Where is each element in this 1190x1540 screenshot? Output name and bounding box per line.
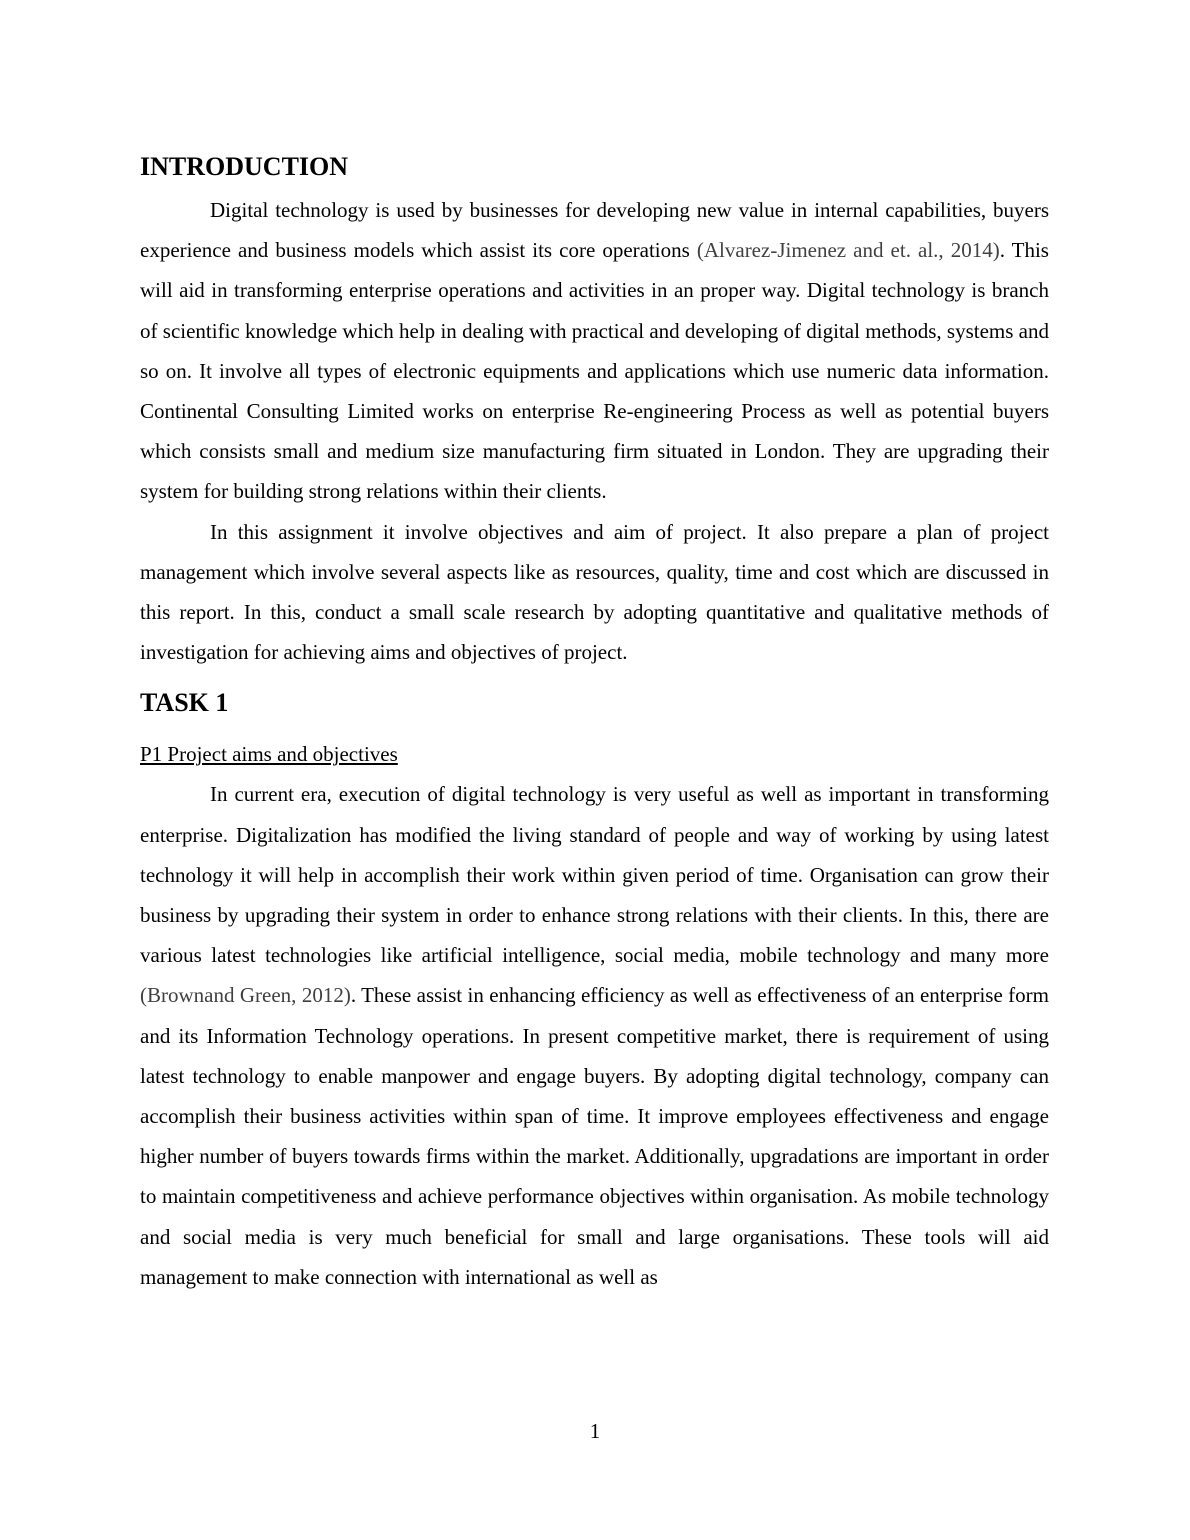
task1-heading: TASK 1	[140, 688, 229, 718]
task1-para1-text-b: . These assist in enhancing efficiency as well as effectiveness of an enterprise form and its Information Technology operations. In present competitive market, there is requirement of using latest technology to enable manpower and engage buyers. By adopting digital technology, company can accomplish their business activities within span of time. It improve employees effectiveness and engage higher number of buyers towards firms within the market. Additionally, upgradations are important in order to maintain competitiveness and achieve performance objectives within organisation. As mobile technology and social media is very much beneficial for small and large organisations. These tools will aid management to make connection with international as well as	[140, 983, 1049, 1289]
task1-para1-text-a: In current era, execution of digital technology is very useful as well as important in transforming enterprise. Digitalization has modified the living standard of people and way of working by using latest technology it will help in accomplish their work within given period of time. Organisation can grow their business by upgrading their system in order to enhance strong relations with their clients. In this, there are various latest technologies like artificial intelligence, social media, mobile technology and many more	[140, 782, 1049, 968]
intro-para1-text-b: . This will aid in transforming enterprise operations and activities in an proper way. Digital technology is branch of scientific knowledge which help in dealing with practical and developing of digital methods, systems and so on. It involve all types of electronic equipments and applications which use numeric data information. Continental Consulting Limited works on enterprise Re-engineering Process as well as potential buyers which consists small and medium size manufacturing firm situated in London. They are upgrading their system for building strong relations within their clients.	[140, 238, 1049, 504]
citation-brown-green: (Brownand Green, 2012)	[140, 983, 351, 1008]
citation-alvarez-jimenez: (Alvarez-Jimenez and et. al., 2014)	[696, 238, 1000, 263]
page-content	[140, 148, 1049, 1297]
introduction-paragraph-2: In this assignment it involve objectives and aim of project. It also prepare a plan of project management which involve several aspects like as resources, quality, time and cost which are discussed in this report. In this, conduct a small scale research by adopting quantitative and qualitative methods of investigation for achieving aims and objectives of project.	[140, 519, 1049, 665]
p1-subheading: P1 Project aims and objectives	[140, 742, 398, 767]
introduction-paragraph-1	[140, 190, 1049, 512]
introduction-heading: INTRODUCTION	[140, 152, 349, 181]
task1-paragraph-1	[140, 774, 1049, 1297]
page-number: 1	[589, 1419, 601, 1443]
intro-para1-text-a: Digital technology is used by businesses for developing new value in internal capabilities, buyers experience and business models which assist its core operations	[140, 198, 1049, 263]
